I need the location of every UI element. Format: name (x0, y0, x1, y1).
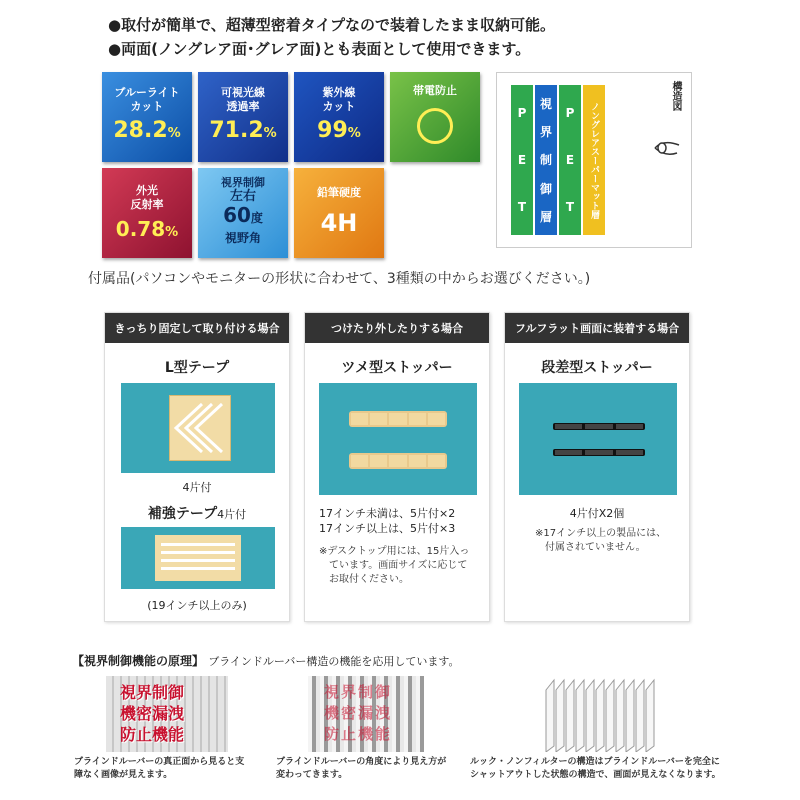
tile-label: 視野角 (224, 231, 261, 245)
tile-label: 可視光線 (221, 86, 265, 99)
feature-bullet-1: ●取付が簡単で、超薄型密着タイプなので装着したまま収納可能。 (108, 16, 556, 34)
tile-label: 左右 (229, 189, 256, 204)
tile-label: 視界制御 (221, 176, 265, 189)
tile-value: 28.2 (113, 118, 168, 143)
tile-label: カット (322, 100, 356, 113)
blind-angled-view (308, 676, 424, 752)
layer-char: 層 (539, 210, 552, 225)
caption-line: ブラインドルーバーの角度により見え方が (276, 757, 447, 767)
eye-icon (653, 137, 683, 159)
tile-label: 紫外線 (322, 86, 356, 99)
principle-heading (72, 652, 459, 669)
panel-title: L型テープ (164, 360, 230, 376)
layer-char: 御 (539, 181, 552, 196)
tile-label: 鉛筆硬度 (317, 186, 361, 199)
tile-label: 外光 (136, 184, 158, 197)
tile-value: 99 (317, 118, 348, 143)
step-count: 4片付X2個 (569, 507, 625, 520)
caption-line: シャットアウトした状態の構造で、画面が見えなくなります。 (470, 770, 721, 780)
layer-char: E (517, 152, 527, 167)
caption-line: 障なく画像が見えます。 (74, 770, 173, 780)
layer-matte (583, 85, 605, 235)
tile-antistatic (390, 72, 480, 162)
reinforce-label: 補強テープ (147, 506, 218, 522)
layer-label: ノングレアスーパーマット層 (589, 101, 599, 219)
principle-caption-3 (470, 756, 721, 782)
claw-note-2: ています。画面サイズに応じて (329, 560, 468, 571)
panel-l-tape (104, 312, 290, 622)
step-note-1: ※17インチ以上の製品には、 (535, 528, 667, 539)
panel-title: 段差型ストッパー (541, 360, 653, 376)
demo-text-partial (324, 682, 392, 745)
tile-unit: % (347, 126, 361, 141)
layer-pet-2 (559, 85, 581, 235)
tile-label: ブルーライト (114, 86, 180, 99)
principle-caption-1 (74, 756, 244, 782)
reinforce-note: (19インチ以上のみ) (147, 599, 247, 612)
step-strip-1 (553, 423, 645, 430)
structure-title: 構造図 (670, 81, 681, 111)
tile-value: 60 (223, 203, 251, 227)
tile-unit: % (263, 126, 277, 141)
claw-stopper-image (319, 383, 477, 495)
layer-char: T (565, 200, 575, 215)
layer-char: 界 (539, 125, 552, 140)
layer-char: P (565, 105, 575, 120)
tile-label: 透過率 (226, 100, 260, 113)
tile-pencil-hardness (294, 168, 384, 258)
principle-subtitle: ブラインドルーバー構造の機能を応用しています。 (208, 655, 460, 668)
layer-pet-1 (511, 85, 533, 235)
reinforce-count: 4片付 (217, 508, 247, 521)
claw-note-3: お取付ください。 (329, 574, 409, 585)
tile-bluelight (102, 72, 192, 162)
tile-unit: % (167, 126, 181, 141)
panel-header: フルフラット画面に装着する場合 (505, 313, 689, 343)
stopper-strip-1 (349, 411, 447, 427)
reinforce-title (105, 503, 289, 523)
principle-caption-2 (276, 756, 446, 782)
claw-note-1: ※デスクトップ用には、15片入っ (319, 546, 470, 557)
blind-closed-view (540, 676, 664, 752)
circle-icon (417, 108, 453, 144)
l-tape-image (121, 383, 275, 473)
demo-line: 防止機能 (120, 725, 185, 744)
tile-label: 帯電防止 (413, 84, 457, 97)
panel-step-stopper (504, 312, 690, 622)
tile-visible-light (198, 72, 288, 162)
stopper-strip-2 (349, 453, 447, 469)
demo-line: 防止機能 (324, 725, 393, 743)
structure-diagram (496, 72, 692, 248)
claw-line-1: 17インチ未満は、5片付×2 (319, 507, 456, 520)
caption-line: 変わってきます。 (276, 770, 348, 780)
reinforce-tape-image (121, 527, 275, 589)
demo-line: 視界制御 (120, 683, 185, 702)
layer-char: P (517, 105, 527, 120)
tile-label: 反射率 (130, 198, 164, 211)
accessories-caption: 付属品(パソコンやモニターの形状に合わせて、3種類の中からお選びください。) (88, 271, 591, 287)
step-strip-2 (553, 449, 645, 456)
panel-claw-stopper (304, 312, 490, 622)
tile-unit: 度 (250, 211, 263, 225)
tile-view-angle (198, 168, 288, 258)
l-tape-sheet (169, 395, 231, 461)
reinforce-sheet (155, 535, 241, 581)
caption-line: ルック・ノンフィルターの構造はブラインドルーバーを完全に (470, 757, 720, 767)
tile-value: 4H (320, 209, 358, 237)
demo-line: 視界制御 (324, 683, 393, 701)
layer-char: 視 (539, 96, 552, 111)
tile-reflection (102, 168, 192, 258)
step-stopper-image (519, 383, 677, 495)
layer-char: T (517, 200, 527, 215)
claw-line-2: 17インチ以上は、5片付×3 (319, 522, 456, 535)
layer-char: E (565, 152, 575, 167)
l-tape-count: 4片付 (182, 481, 212, 494)
blind-front-view (106, 676, 228, 752)
layer-view-control (535, 85, 557, 235)
demo-line: 機密漏洩 (324, 704, 393, 722)
tile-unit: % (165, 225, 179, 240)
demo-line: 機密漏洩 (120, 704, 185, 723)
caption-line: ブラインドルーバーの真正面から見ると支 (74, 757, 245, 767)
principle-title: 【視界制御機能の原理】 (72, 654, 205, 668)
panel-title: ツメ型ストッパー (341, 360, 453, 376)
tile-uv-cut (294, 72, 384, 162)
feature-bullet-2: ●両面(ノングレア面･グレア面)とも表面として使用できます。 (108, 40, 531, 58)
chevron-pattern (170, 396, 230, 460)
tile-value: 71.2 (209, 118, 264, 143)
step-note-2: 付属されていません。 (545, 542, 646, 553)
panel-header: きっちり固定して取り付ける場合 (105, 313, 289, 343)
tile-label: カット (130, 100, 164, 113)
tile-value: 0.78 (115, 217, 166, 241)
panel-header: つけたり外したりする場合 (305, 313, 489, 343)
demo-text (120, 682, 184, 745)
layer-char: 制 (539, 153, 552, 168)
